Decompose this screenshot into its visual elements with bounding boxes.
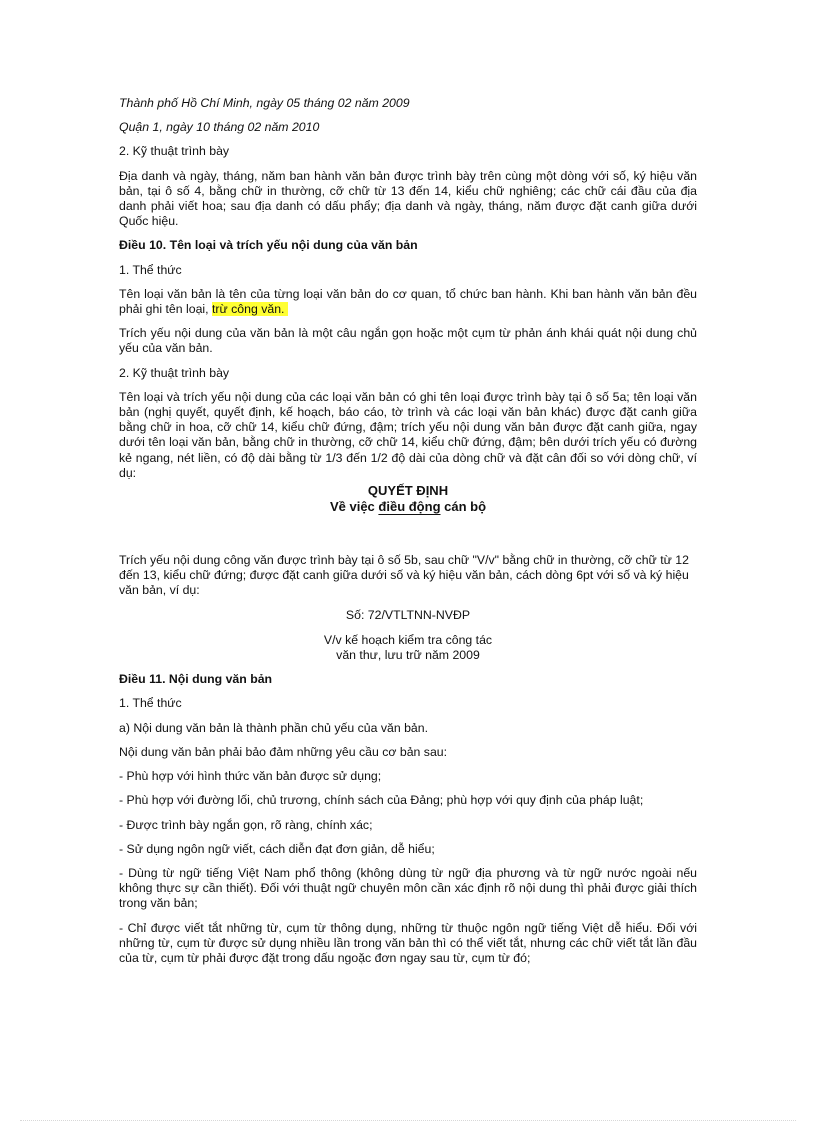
list-item: - Sử dụng ngôn ngữ viết, cách diễn đạt đơn giản, dễ hiểu; (119, 841, 435, 856)
paragraph: Trích yếu nội dung công văn được trình bày tại ô số 5b, sau chữ "V/v" bằng chữ in thường, cỡ chữ từ 12 đến 13, kiểu chữ đứng; được đặt canh giữa dưới số và ký hiệu văn bản, cách dòng 6pt với số và ký hiệu văn bản, ví dụ: (119, 553, 689, 598)
highlighted-text: trừ công văn. (212, 302, 289, 316)
example-number: Số: 72/VTLTNN-NVĐP (345, 607, 471, 622)
date-example-1: Thành phố Hồ Chí Minh, ngày 05 tháng 02 năm 2009 (119, 96, 410, 110)
paragraph: Địa danh và ngày, tháng, năm ban hành văn bản được trình bày trên cùng một dòng với số, ký hiệu văn bản, tại ô số 4, bằng chữ in thường, cỡ chữ từ 13 đến 14, kiểu chữ nghiêng; các chữ cái đầu của địa danh phải viết hoa; sau địa danh có dấu phẩy; địa danh và ngày, tháng, năm được đặt canh giữa dưới Quốc hiệu. (119, 168, 697, 229)
section-heading: 2. Kỹ thuật trình bày (119, 365, 230, 380)
summary-prefix: Về việc (329, 499, 379, 515)
paragraph: Tên loại và trích yếu nội dung của các loại văn bản có ghi tên loại được trình bày tại ô số 5a; tên loại văn bản (nghị quyết, quyết định, kế hoạch, báo cáo, tờ trình và các loại văn bản khác) được đặt canh giữa bằng chữ in hoa, cỡ chữ 14, kiểu chữ đứng, đậm; trích yếu nội dung văn bản được đặt canh giữa, ngay dưới tên loại văn bản, bằng chữ in thường, cỡ chữ 14, kiểu chữ đứng, đậm; bên dưới trích yếu có đường kẻ ngang, nét liền, có độ dài bằng từ 1/3 đến 1/2 độ dài của dòng chữ và đặt cân đối so với dòng chữ, ví dụ: (119, 389, 697, 480)
summary-suffix: cán bộ (440, 499, 487, 515)
list-item: - Dùng từ ngữ tiếng Việt Nam phổ thông (không dùng từ ngữ địa phương và từ ngữ nước ngoài nếu không thực sự cần thiết). Đối với thuật ngữ chuyên môn cần xác định rõ nội dung thì phải được giải thích trong văn bản; (119, 865, 697, 911)
summary-underlined: điều động (378, 499, 441, 515)
document-page (119, 96, 697, 975)
example-subject-line-1: V/v kế hoạch kiểm tra công tác (323, 632, 493, 647)
article-10-title: Điều 10. Tên loại và trích yếu nội dung của văn bản (119, 238, 418, 253)
example-summary (119, 499, 697, 515)
page-bottom-divider (20, 1120, 796, 1121)
paragraph-text: Tên loại văn bản là tên của từng loại văn bản do cơ quan, tổ chức ban hành. Khi ban hành văn bản đều phải ghi tên loại, (119, 286, 697, 317)
paragraph: Trích yếu nội dung của văn bản là một câu ngắn gọn hoặc một cụm từ phản ánh khái quát nội dung chủ yếu của văn bản. (119, 326, 697, 356)
article-11-title: Điều 11. Nội dung văn bản (119, 672, 273, 687)
section-heading: 1. Thể thức (119, 696, 182, 711)
list-item: - Được trình bày ngắn gọn, rõ ràng, chính xác; (119, 817, 373, 832)
list-item: - Phù hợp với đường lối, chủ trương, chính sách của Đảng; phù hợp với quy định của pháp luật; (119, 793, 644, 808)
example-subject-line-2: văn thư, lưu trữ năm 2009 (336, 648, 480, 663)
example-document-type: QUYẾT ĐỊNH (367, 483, 449, 499)
paragraph (119, 287, 697, 317)
date-example-2: Quận 1, ngày 10 tháng 02 năm 2010 (119, 120, 320, 135)
list-item: - Phù hợp với hình thức văn bản được sử dụng; (119, 769, 382, 784)
section-heading: 1. Thể thức (119, 262, 182, 277)
paragraph: a) Nội dung văn bản là thành phần chủ yếu của văn bản. (119, 720, 429, 735)
list-item: - Chỉ được viết tắt những từ, cụm từ thông dụng, những từ thuộc ngôn ngữ tiếng Việt dễ hiểu. Đối với những từ, cụm từ được sử dụng nhiều lần trong văn bản thì có thể viết tắt, nhưng các chữ viết tắt lần đầu của từ, cụm từ phải được đặt trong dấu ngoặc đơn ngay sau từ, cụm từ đó; (119, 920, 697, 965)
section-heading: 2. Kỹ thuật trình bày (119, 144, 230, 159)
paragraph: Nội dung văn bản phải bảo đảm những yêu cầu cơ bản sau: (119, 744, 448, 759)
